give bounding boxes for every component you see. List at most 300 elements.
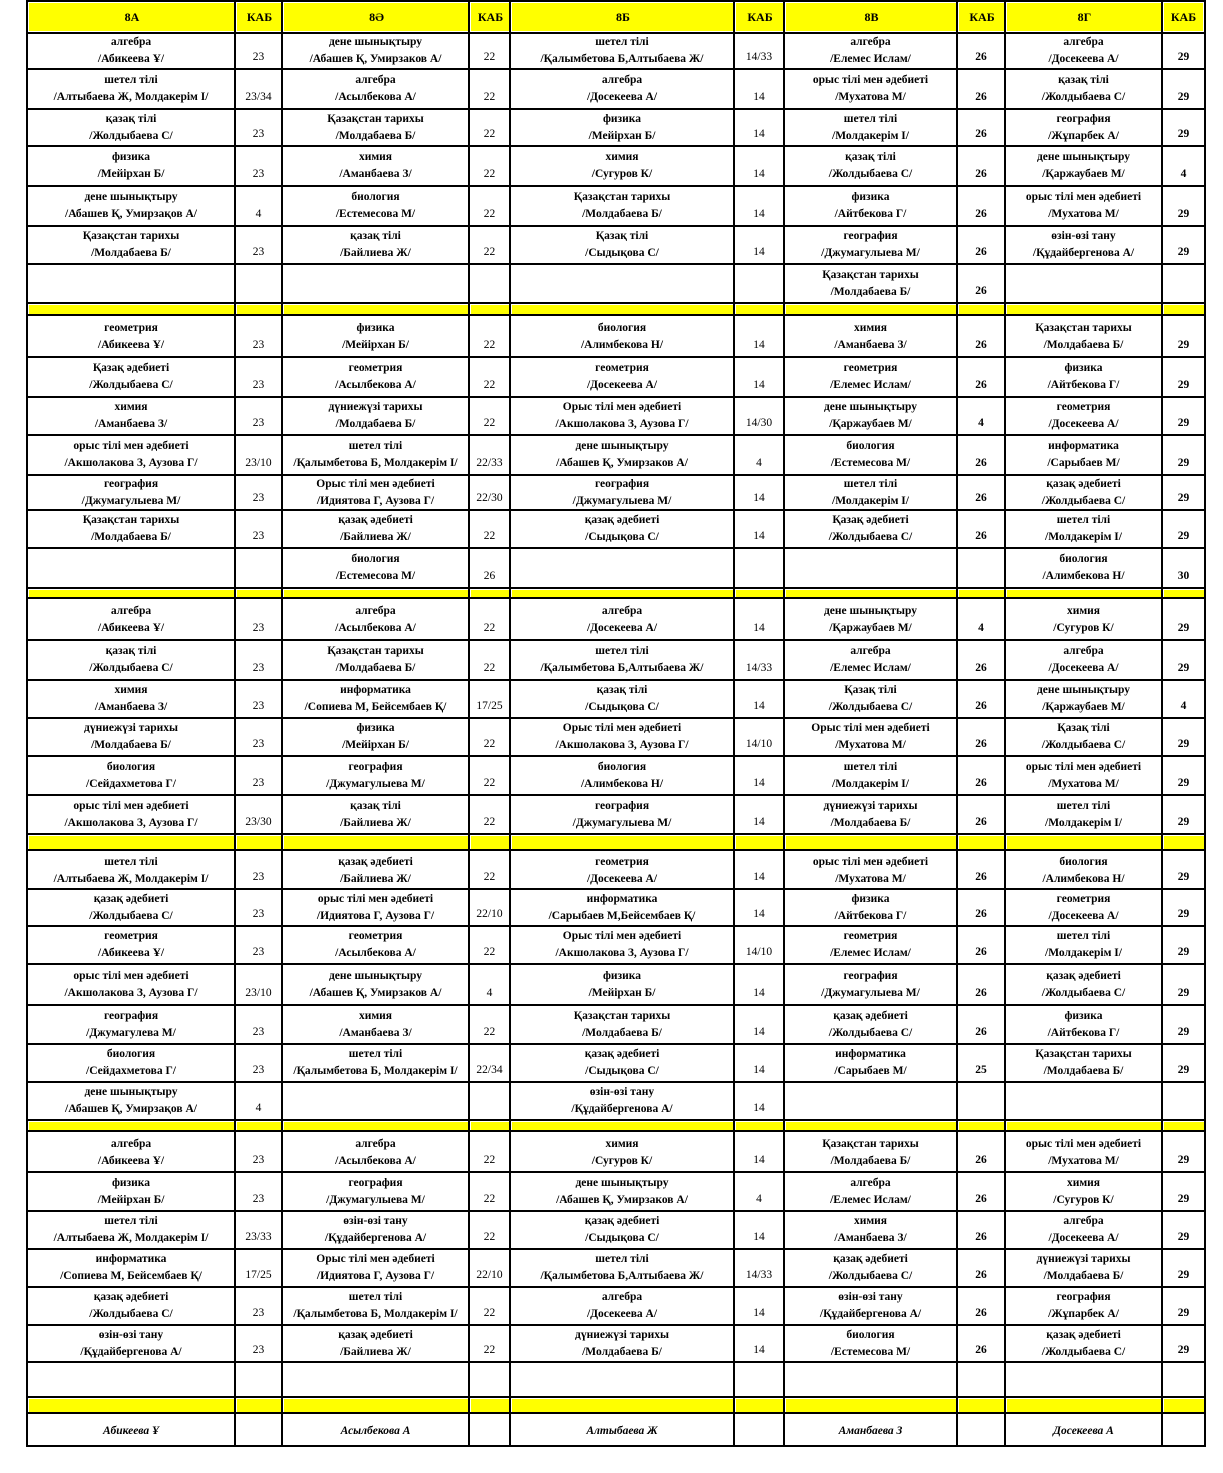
lesson-teacher: /Аманбаева З/	[834, 1232, 907, 1244]
day-separator	[1164, 305, 1204, 314]
day-separator	[786, 836, 956, 849]
lesson-subject: Орыс тілі мен әдебиеті	[562, 930, 682, 942]
lesson-teacher: /Жолдыбаева С/	[1041, 986, 1126, 999]
lesson-room: 22	[483, 246, 496, 258]
lesson-teacher: /Сарыбаев М,Бейсембаев Қ/	[548, 909, 696, 922]
day-separator	[1007, 836, 1161, 849]
lesson-room: 14	[753, 1231, 765, 1243]
lesson-subject: физика	[602, 969, 642, 982]
lesson-teacher: /Құдайбергенова А/	[571, 1103, 673, 1115]
lesson-room: 23	[252, 417, 265, 429]
lesson-cell	[784, 757, 957, 794]
lesson-teacher: /Досекеева А/	[1048, 418, 1119, 430]
lesson-subject: дене шынықтыру	[823, 401, 918, 413]
lesson-cell	[1005, 601, 1162, 639]
grid-line	[27, 263, 1206, 265]
lesson-subject: алгебра	[850, 1176, 891, 1189]
lesson-room: 4	[978, 622, 984, 634]
grid-line	[27, 1445, 1206, 1447]
lesson-teacher: /Мейірхан Б/	[342, 739, 409, 751]
lesson-cell	[784, 110, 957, 145]
lesson-cell	[510, 318, 734, 356]
lesson-subject: Қазақстан тарихы	[573, 191, 671, 203]
header-class-8a: 8А	[29, 3, 235, 31]
day-separator	[29, 590, 234, 597]
lesson-room: 23	[252, 700, 265, 712]
day-separator	[237, 1399, 281, 1412]
lesson-teacher: /Молдабаева Б/	[91, 531, 171, 543]
day-separator	[471, 305, 509, 314]
grid-line	[27, 396, 1206, 398]
lesson-cell	[27, 796, 235, 833]
lesson-room: 14	[753, 777, 765, 789]
lesson-cell	[784, 601, 957, 639]
header-class-8b: 8Б	[512, 3, 734, 31]
lesson-room: 26	[975, 168, 987, 180]
lesson-room: 22	[483, 1154, 496, 1166]
lesson-room: 29	[1177, 908, 1190, 920]
lesson-room: 22	[483, 128, 496, 140]
grid-line	[27, 1248, 1206, 1250]
lesson-room: 22	[483, 530, 496, 542]
lesson-cell	[1005, 1173, 1162, 1210]
lesson-teacher: /Байлиева Ж/	[340, 872, 411, 885]
lesson-room: 22	[483, 91, 496, 103]
lesson-room: 26	[975, 1193, 987, 1205]
lesson-cell	[510, 641, 734, 679]
lesson-subject: дене шынықтыру	[1036, 151, 1131, 163]
lesson-teacher: /Елемес Ислам/	[830, 379, 911, 391]
grid-line	[27, 794, 1206, 796]
grid-line	[27, 314, 1206, 316]
lesson-cell	[784, 147, 957, 185]
grid-line	[27, 1286, 1206, 1288]
lesson-room: 14	[753, 168, 765, 180]
lesson-subject: дене шынықтыру	[84, 191, 178, 203]
lesson-room: 29	[1177, 208, 1190, 220]
lesson-teacher: /Абикеева Ұ/	[97, 53, 165, 65]
lesson-subject: орыс тілі мен әдебиеті	[73, 799, 189, 812]
lesson-cell	[784, 511, 957, 547]
lesson-teacher: /Асылбекова А/	[335, 947, 416, 959]
lesson-cell	[282, 476, 469, 509]
lesson-room: 29	[1177, 1026, 1190, 1038]
lesson-subject: орыс тілі мен әдебиеті	[73, 440, 189, 452]
lesson-cell	[27, 110, 235, 145]
lesson-cell	[27, 318, 235, 356]
lesson-teacher: /Досекеева А/	[586, 1308, 658, 1320]
day-separator	[471, 1399, 509, 1412]
grid-line	[27, 1043, 1206, 1045]
lesson-cell	[784, 853, 957, 888]
lesson-room: 14	[753, 246, 765, 258]
lesson-teacher: /Аманбаева З/	[94, 701, 168, 713]
lesson-room: 23	[252, 1193, 265, 1205]
lesson-teacher: /Молдабаева Б/	[830, 816, 911, 829]
lesson-room: 26	[975, 51, 987, 63]
lesson-cell	[1005, 1045, 1162, 1081]
lesson-subject: физика	[111, 1176, 151, 1189]
lesson-room: 29	[1177, 492, 1190, 504]
lesson-teacher: /Қалымбетова Б,Алтыбаева Ж/	[540, 53, 704, 65]
lesson-cell	[282, 719, 469, 755]
lesson-teacher: /Қалымбетова Б, Молдакерім І/	[293, 457, 458, 469]
lesson-room: 22	[483, 417, 496, 429]
lesson-cell	[784, 358, 957, 396]
lesson-room: 4	[255, 1102, 262, 1114]
lesson-subject: шетел тілі	[595, 1253, 649, 1265]
lesson-room: 29	[1177, 987, 1190, 999]
lesson-subject: өзін-өзі тану	[98, 1328, 164, 1341]
lesson-subject: өзін-өзі тану	[343, 1215, 408, 1227]
lesson-cell	[784, 398, 957, 434]
lesson-room: 22	[483, 662, 496, 674]
lesson-cell	[510, 719, 734, 755]
lesson-subject: география	[843, 230, 898, 242]
lesson-teacher: /Асылбекова А/	[335, 91, 416, 103]
lesson-cell	[510, 110, 734, 145]
lesson-subject: Қазақстан тарихы	[82, 230, 180, 242]
lesson-teacher: /Қаржаубаев М/	[1042, 168, 1125, 180]
lesson-room: 25	[975, 1064, 987, 1076]
lesson-subject: орыс тілі мен әдебиеті	[1025, 760, 1142, 773]
grid-line	[27, 1361, 1206, 1363]
lesson-cell	[784, 1134, 957, 1171]
lesson-teacher: /Жолдыбаева С/	[89, 129, 173, 142]
lesson-subject: геометрия	[104, 930, 158, 942]
lesson-cell	[1005, 436, 1162, 474]
lesson-cell	[282, 890, 469, 925]
lesson-cell	[1005, 358, 1162, 396]
lesson-teacher: /Қалымбетова Б,Алтыбаева Ж/	[540, 662, 704, 674]
lesson-room: 14/33	[745, 662, 773, 674]
day-separator	[959, 1399, 1004, 1412]
day-separator	[736, 305, 783, 314]
lesson-subject: география	[594, 477, 650, 490]
lesson-teacher: /Қаржаубаев М/	[1042, 701, 1125, 713]
lesson-cell	[27, 1006, 235, 1043]
lesson-cell	[282, 853, 469, 888]
lesson-teacher: /Джумагулыева М/	[572, 494, 672, 507]
lesson-teacher: /Қалымбетова Б,Алтыбаева Ж/	[540, 1270, 704, 1282]
grid-line	[281, 0, 283, 1447]
lesson-subject: қазақ әдебиеті	[93, 1291, 169, 1303]
lesson-teacher: /Джумагулыева М/	[572, 816, 672, 829]
lesson-cell	[510, 187, 734, 225]
lesson-teacher: /Байлиева Ж/	[340, 816, 411, 829]
lesson-room: 22	[483, 1307, 496, 1319]
lesson-teacher: /Молдакерім І/	[832, 494, 909, 507]
lesson-room: 14/33	[745, 51, 773, 63]
grid-line	[27, 597, 1206, 599]
lesson-teacher: /Жолдыбаева С/	[1041, 739, 1126, 751]
lesson-cell	[282, 70, 469, 108]
lesson-subject: шетел тілі	[348, 1291, 403, 1303]
day-separator	[1164, 836, 1204, 849]
lesson-teacher: /Айтбекова Г/	[834, 909, 907, 922]
lesson-cell	[784, 965, 957, 1004]
lesson-subject: қазақ әдебиеті	[833, 1253, 908, 1265]
lesson-teacher: /Молдакерім І/	[1045, 531, 1122, 543]
lesson-teacher: /Мейірхан Б/	[97, 1193, 165, 1206]
lesson-subject: география	[103, 1009, 159, 1022]
lesson-cell	[27, 398, 235, 434]
lesson-room: 23	[252, 1026, 265, 1038]
lesson-teacher: /Аманбаева З/	[834, 339, 907, 351]
lesson-room: 22	[483, 777, 496, 789]
lesson-cell	[27, 601, 235, 639]
lesson-subject: қазақ тілі	[1058, 74, 1109, 86]
lesson-subject: дене шынықтыру	[328, 36, 423, 48]
lesson-subject: Қазақстан тарихы	[1035, 1048, 1132, 1060]
lesson-teacher: /Досекеева А/	[586, 91, 658, 103]
lesson-subject: алгебра	[110, 36, 152, 48]
lesson-room: 23	[252, 946, 265, 958]
lesson-room: 14	[753, 530, 765, 542]
lesson-teacher: /Жолдыбаева С/	[828, 531, 913, 543]
lesson-teacher: /Абашев Қ, Умирзақов А/	[65, 1103, 197, 1115]
lesson-teacher: /Молдабаева Б/	[582, 208, 662, 220]
lesson-cell	[784, 719, 957, 755]
lesson-subject: информатика	[1048, 440, 1119, 452]
lesson-teacher: /Идиятова Г, Аузова Г/	[316, 494, 435, 507]
lesson-subject: биология	[597, 322, 647, 334]
lesson-subject: шетел тілі	[843, 760, 898, 773]
lesson-cell	[510, 601, 734, 639]
lesson-subject: шетел тілі	[843, 112, 898, 125]
day-separator	[471, 836, 509, 849]
lesson-room: 29	[1177, 128, 1190, 140]
grid-line	[1004, 0, 1006, 1447]
grid-line	[27, 302, 1206, 304]
lesson-subject: шетел тілі	[104, 1215, 158, 1227]
lesson-subject: орыс тілі мен әдебиеті	[812, 74, 929, 86]
lesson-room: 23	[252, 622, 265, 634]
lesson-subject: алгебра	[1063, 36, 1104, 48]
lesson-cell	[784, 1006, 957, 1043]
lesson-teacher: /Жолдыбаева С/	[828, 168, 913, 180]
lesson-teacher: /Идиятова Г, Аузова Г/	[316, 1270, 435, 1282]
day-separator	[29, 305, 234, 314]
lesson-subject: қазақ әдебиеті	[1046, 1328, 1121, 1341]
lesson-teacher: /Джумагулева М/	[86, 1026, 176, 1039]
lesson-subject: орыс тілі мен әдебиеті	[73, 969, 189, 982]
lesson-teacher: /Сугуров К/	[591, 1154, 653, 1167]
lesson-room: 26	[975, 662, 987, 674]
lesson-cell	[784, 265, 957, 302]
grid-line	[27, 145, 1206, 147]
day-separator	[512, 1399, 733, 1412]
lesson-cell	[1005, 965, 1162, 1004]
lesson-teacher: /Абашев Қ, Умирзақов А/	[65, 208, 197, 220]
lesson-subject: шетел тілі	[1056, 799, 1111, 812]
lesson-teacher: /Алтыбаева Ж, Молдакерім І/	[53, 872, 209, 885]
lesson-subject: Қазақстан тарихы	[327, 112, 424, 125]
lesson-subject: геометрия	[1056, 401, 1111, 413]
lesson-room: 29	[1177, 1064, 1190, 1076]
lesson-cell	[27, 757, 235, 794]
lesson-teacher: /Акшолакова З, Аузова Г/	[64, 986, 198, 999]
lesson-room: 14/30	[745, 417, 773, 429]
lesson-room: 22	[483, 1026, 496, 1038]
lesson-subject: алгебра	[355, 1137, 396, 1150]
lesson-room: 29	[1177, 1193, 1190, 1205]
lesson-room: 29	[1177, 622, 1190, 634]
grid-line	[27, 1171, 1206, 1173]
grid-line	[27, 587, 1206, 589]
lesson-teacher: /Акшолакова З, Аузова Г/	[555, 418, 689, 430]
lesson-subject: қазақ әдебиеті	[93, 892, 169, 905]
lesson-teacher: /Сарыбаев М/	[1047, 457, 1120, 469]
lesson-room: 23	[252, 492, 265, 504]
lesson-cell	[27, 890, 235, 925]
lesson-room: 26	[975, 91, 987, 103]
lesson-room: 23	[252, 339, 265, 351]
lesson-room: 26	[975, 208, 987, 220]
lesson-teacher: /Алимбекова Н/	[1042, 872, 1125, 885]
lesson-subject: Қазақстан тарихы	[822, 1137, 919, 1150]
lesson-subject: химия	[114, 684, 148, 696]
header-room: КАБ	[237, 3, 282, 31]
lesson-cell	[27, 1250, 235, 1286]
lesson-teacher: /Жолдыбаева С/	[1041, 1345, 1126, 1358]
lesson-cell	[27, 1173, 235, 1210]
lesson-room: 23	[252, 871, 265, 883]
lesson-room: 26	[975, 1154, 987, 1166]
lesson-teacher: /Аманбаева З/	[339, 1026, 412, 1039]
header-class-8ae: 8Ә	[284, 3, 469, 31]
day-separator	[512, 590, 733, 597]
lesson-teacher: /Досекеева А/	[586, 872, 658, 885]
lesson-room: 26	[975, 1026, 987, 1038]
lesson-cell	[27, 147, 235, 185]
lesson-cell	[282, 1250, 469, 1286]
lesson-room: 23	[252, 51, 265, 63]
lesson-subject: өзін-өзі тану	[1051, 230, 1116, 242]
header-class-8g: 8Г	[1007, 3, 1162, 31]
lesson-teacher: /Жолдыбаева С/	[828, 1270, 913, 1282]
lesson-teacher: /Естемесова М/	[335, 570, 416, 582]
lesson-cell	[282, 549, 469, 587]
grid-line	[27, 1210, 1206, 1212]
day-separator	[471, 1122, 509, 1130]
lesson-subject: шетел тілі	[1056, 930, 1111, 942]
lesson-room: 23	[252, 662, 265, 674]
lesson-room: 22	[483, 622, 496, 634]
grid-line	[27, 32, 1206, 34]
lesson-subject: алгебра	[1063, 645, 1104, 657]
lesson-subject: география	[1056, 112, 1111, 125]
lesson-subject: қазақ әдебиеті	[833, 1009, 908, 1022]
lesson-room: 26	[975, 871, 987, 883]
lesson-cell	[784, 927, 957, 963]
lesson-cell	[282, 1173, 469, 1210]
lesson-teacher: /Молдабаева Б/	[830, 285, 911, 298]
lesson-cell	[282, 641, 469, 679]
day-separator	[736, 1122, 783, 1130]
header-class-8v: 8В	[786, 3, 957, 31]
lesson-subject: алгебра	[601, 74, 643, 86]
lesson-room: 29	[1177, 738, 1190, 750]
lesson-cell	[282, 436, 469, 474]
lesson-cell	[282, 927, 469, 963]
lesson-room: 23	[252, 908, 265, 920]
lesson-cell	[27, 34, 235, 68]
lesson-subject: дүниежүзі тарихы	[575, 1328, 669, 1341]
lesson-subject: химия	[1066, 605, 1101, 617]
lesson-cell	[784, 641, 957, 679]
lesson-subject: геометрия	[595, 855, 649, 868]
lesson-cell	[510, 1250, 734, 1286]
lesson-cell	[1005, 187, 1162, 225]
day-separator	[1007, 590, 1161, 597]
lesson-teacher: /Досекеева А/	[1048, 1232, 1119, 1244]
day-separator	[736, 1399, 783, 1412]
lesson-subject: физика	[356, 722, 395, 734]
grid-line	[27, 888, 1206, 890]
lesson-subject: қазақ тілі	[596, 684, 648, 696]
lesson-cell	[282, 1212, 469, 1248]
lesson-cell	[784, 1288, 957, 1324]
lesson-cell	[27, 476, 235, 509]
day-separator	[29, 1399, 234, 1412]
grid-line	[26, 0, 28, 1447]
lesson-cell	[282, 757, 469, 794]
lesson-room: 29	[1177, 1344, 1190, 1356]
day-separator	[736, 836, 783, 849]
day-separator	[284, 590, 468, 597]
lesson-subject: қазақ тілі	[105, 645, 157, 657]
lesson-teacher: /Мухатова М/	[1048, 1154, 1119, 1167]
day-separator	[1164, 1122, 1204, 1130]
lesson-cell	[27, 187, 235, 225]
signature-teacher-name: Алтыбаева Ж	[586, 1424, 658, 1437]
day-separator	[959, 305, 1004, 314]
lesson-cell	[784, 681, 957, 717]
day-separator	[959, 1122, 1004, 1130]
day-separator	[237, 1122, 281, 1130]
lesson-room: 23	[252, 530, 265, 542]
lesson-cell	[1005, 34, 1162, 68]
lesson-teacher: /Мухатова М/	[1048, 777, 1119, 790]
lesson-cell	[282, 681, 469, 717]
lesson-teacher: /Молдабаева Б/	[582, 1345, 662, 1358]
lesson-room: 29	[1177, 51, 1190, 63]
lesson-subject: физика	[851, 191, 890, 203]
lesson-room: 23	[252, 1307, 265, 1319]
lesson-subject: геометрия	[843, 930, 898, 942]
lesson-room: 14	[753, 622, 765, 634]
lesson-room: 26	[975, 777, 987, 789]
lesson-cell	[27, 641, 235, 679]
lesson-teacher: /Молдабаева Б/	[335, 418, 416, 430]
lesson-teacher: /Джумагулыева М/	[81, 494, 181, 507]
lesson-room: 22	[483, 379, 496, 391]
lesson-room: 14	[753, 871, 765, 883]
day-separator	[29, 836, 234, 849]
lesson-teacher: /Сыдықова С/	[585, 701, 659, 713]
lesson-room: 26	[975, 379, 987, 391]
lesson-subject: шетел тілі	[1056, 514, 1111, 526]
lesson-teacher: /Естемесова М/	[335, 208, 416, 220]
lesson-subject: химия	[853, 322, 888, 334]
lesson-cell	[784, 1045, 957, 1081]
lesson-cell	[27, 719, 235, 755]
signature-teacher-name: Аманбаева З	[838, 1424, 903, 1437]
lesson-subject: химия	[1066, 1176, 1101, 1189]
lesson-teacher: /Алимбекова Н/	[1042, 570, 1125, 582]
lesson-room: 26	[975, 1231, 987, 1243]
